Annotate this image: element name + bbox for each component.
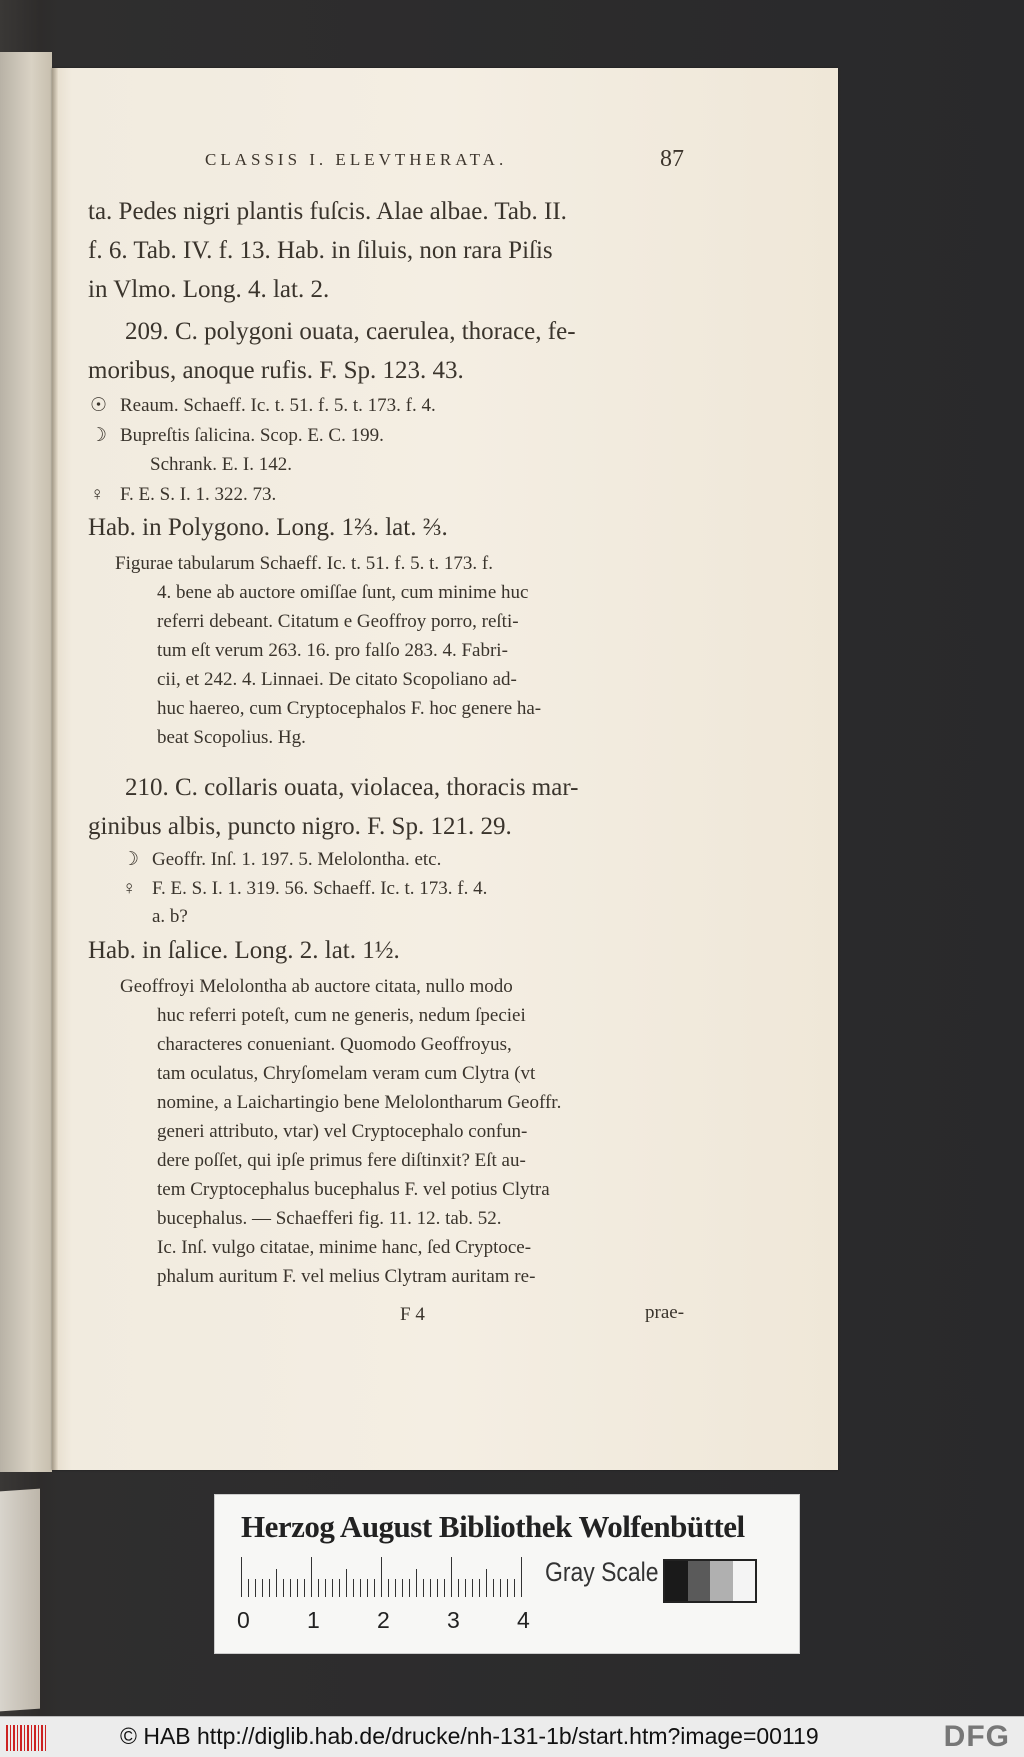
ruler-tick: [430, 1579, 431, 1597]
ruler-tick: [262, 1579, 263, 1597]
note-line: Ic. Inſ. vulgo citatae, minime hanc, ſed Cryptoce-: [157, 1237, 532, 1258]
ruler-tick: [360, 1579, 361, 1597]
footer-bar: [0, 1716, 1024, 1757]
ruler-number: 4: [517, 1607, 530, 1633]
reference-line: ♀ F. E. S. I. 1. 322. 73.: [90, 484, 277, 505]
ruler-tick: [339, 1579, 340, 1597]
ruler-tick: [367, 1579, 368, 1597]
page-gutter: [52, 68, 58, 1470]
gray-swatch: [688, 1561, 711, 1601]
reference-line: ☽ Bupreſtis ſalicina. Scop. E. C. 199.: [90, 425, 384, 446]
note-line: generi attributo, vtar) vel Cryptocephalo confun-: [157, 1121, 528, 1142]
ruler-tick: [283, 1579, 284, 1597]
gray-scale-swatches: [663, 1559, 757, 1603]
ruler-tick: [269, 1579, 270, 1597]
ruler-tick: [437, 1579, 438, 1597]
color-reference-card: [214, 1494, 800, 1654]
note-line: 4. bene ab auctore omiſſae ſunt, cum minime huc: [157, 582, 529, 603]
habitat-line: Hab. in Polygono. Long. 1⅔. lat. ⅔.: [88, 514, 448, 541]
ruler-tick: [444, 1579, 445, 1597]
moon-symbol-icon: ☽: [122, 849, 140, 870]
library-title: Herzog August Bibliothek Wolfenbüttel: [241, 1509, 745, 1544]
source-link[interactable]: © HAB http://diglib.hab.de/drucke/nh-131-1b/start.htm?image=00119: [120, 1723, 819, 1749]
note-line: huc haereo, cum Cryptocephalos F. hoc genere ha-: [157, 698, 542, 719]
ruler-tick: [409, 1579, 410, 1597]
ruler-tick: [311, 1557, 312, 1597]
ruler-tick: [304, 1579, 305, 1597]
ruler-number: 3: [447, 1607, 460, 1633]
note-line: beat Scopolius. Hg.: [157, 727, 306, 748]
book-cover-corner: [0, 1489, 40, 1712]
catchword: prae-: [645, 1302, 685, 1323]
entry-209-heading: 209. C. polygoni ouata, caerulea, thorace, fe-: [125, 318, 576, 345]
note-line: phalum auritum F. vel melius Clytram auritam re-: [157, 1266, 536, 1287]
ruler-tick: [500, 1579, 501, 1597]
gray-scale-label: Gray Scale: [545, 1557, 659, 1587]
ruler-tick: [451, 1557, 452, 1597]
gray-swatch: [733, 1561, 756, 1601]
text-line: f. 6. Tab. IV. f. 13. Hab. in ſiluis, non rara Piſis: [88, 237, 553, 264]
female-symbol-icon: ♀: [122, 878, 137, 899]
ruler-tick: [325, 1579, 326, 1597]
ruler-tick: [458, 1579, 459, 1597]
ruler-tick: [507, 1579, 508, 1597]
ruler-tick: [290, 1579, 291, 1597]
ruler-number: 1: [307, 1607, 320, 1633]
signature-mark: F 4: [400, 1304, 425, 1325]
note-line: Figurae tabularum Schaeff. Ic. t. 51. f. 5. t. 173. f.: [115, 553, 493, 574]
ruler-tick: [388, 1579, 389, 1597]
sun-symbol-icon: ☉: [90, 395, 108, 416]
ruler-tick: [472, 1579, 473, 1597]
note-line: cii, et 242. 4. Linnaei. De citato Scopoliano ad-: [157, 669, 517, 690]
note-line: huc referri poteſt, cum ne generis, nedum ſpeciei: [157, 1005, 526, 1026]
habitat-line: Hab. in ſalice. Long. 2. lat. 1½.: [88, 937, 400, 964]
entry-210-heading: 210. C. collaris ouata, violacea, thoracis mar-: [125, 774, 579, 801]
note-line: dere poſſet, qui ipſe primus fere diſtinxit? Eſt au-: [157, 1150, 526, 1171]
barcode-icon: [6, 1725, 48, 1751]
ruler-tick: [416, 1569, 417, 1597]
moon-symbol-icon: ☽: [90, 425, 108, 446]
ruler-tick: [423, 1579, 424, 1597]
note-line: nomine, a Laichartingio bene Melolontharum Geoffr.: [157, 1092, 562, 1113]
ruler-tick: [346, 1569, 347, 1597]
reference-line: a. b?: [152, 906, 188, 927]
ruler-number: 2: [377, 1607, 390, 1633]
ruler-tick: [402, 1579, 403, 1597]
ruler-tick: [521, 1557, 522, 1597]
ruler-tick: [241, 1557, 242, 1597]
text-line: ta. Pedes nigri plantis fuſcis. Alae albae. Tab. II.: [88, 198, 567, 225]
reference-line: ☽ Geoffr. Inſ. 1. 197. 5. Melolontha. etc.: [122, 849, 442, 870]
ruler-tick: [381, 1557, 382, 1597]
note-line: Geoffroyi Melolontha ab auctore citata, nullo modo: [120, 976, 513, 997]
running-head: CLASSIS I. ELEVTHERATA.: [205, 150, 508, 169]
page-number: 87: [660, 146, 684, 172]
gray-swatch: [710, 1561, 733, 1601]
female-symbol-icon: ♀: [90, 484, 105, 505]
ruler-tick: [353, 1579, 354, 1597]
ruler-tick: [297, 1579, 298, 1597]
reference-line: ☉ Reaum. Schaeff. Ic. t. 51. f. 5. t. 173. f. 4.: [90, 395, 436, 416]
ruler-tick: [248, 1579, 249, 1597]
note-line: tum eſt verum 263. 16. pro falſo 283. 4. Fabri-: [157, 640, 508, 661]
ruler: [241, 1557, 541, 1597]
reference-line: ♀ F. E. S. I. 1. 319. 56. Schaeff. Ic. t. 173. f. 4.: [122, 878, 488, 899]
ruler-tick: [486, 1569, 487, 1597]
note-line: tam oculatus, Chryſomelam veram cum Clytra (vt: [157, 1063, 536, 1084]
ruler-number: 0: [237, 1607, 250, 1633]
note-line: characteres conueniant. Quomodo Geoffroyus,: [157, 1034, 512, 1055]
note-line: referri debeant. Citatum e Geoffroy porro, reſti-: [157, 611, 519, 632]
gray-swatch: [665, 1561, 688, 1601]
text-line: in Vlmo. Long. 4. lat. 2.: [88, 276, 330, 303]
ruler-tick: [479, 1579, 480, 1597]
ruler-tick: [395, 1579, 396, 1597]
ruler-tick: [318, 1579, 319, 1597]
ruler-tick: [493, 1579, 494, 1597]
note-line: tem Cryptocephalus bucephalus F. vel potius Clytra: [157, 1179, 550, 1200]
note-line: bucephalus. — Schaefferi fig. 11. 12. tab. 52.: [157, 1208, 502, 1229]
ruler-tick: [374, 1579, 375, 1597]
text-line: ginibus albis, puncto nigro. F. Sp. 121. 29.: [88, 813, 512, 840]
ruler-tick: [465, 1579, 466, 1597]
left-page-edge: [0, 52, 52, 1472]
reference-line: Schrank. E. I. 142.: [150, 454, 292, 475]
ruler-tick: [332, 1579, 333, 1597]
ruler-tick: [255, 1579, 256, 1597]
dfg-logo: DFG: [943, 1720, 1010, 1753]
text-line: moribus, anoque rufis. F. Sp. 123. 43.: [88, 357, 464, 384]
ruler-tick: [276, 1569, 277, 1597]
ruler-tick: [514, 1579, 515, 1597]
